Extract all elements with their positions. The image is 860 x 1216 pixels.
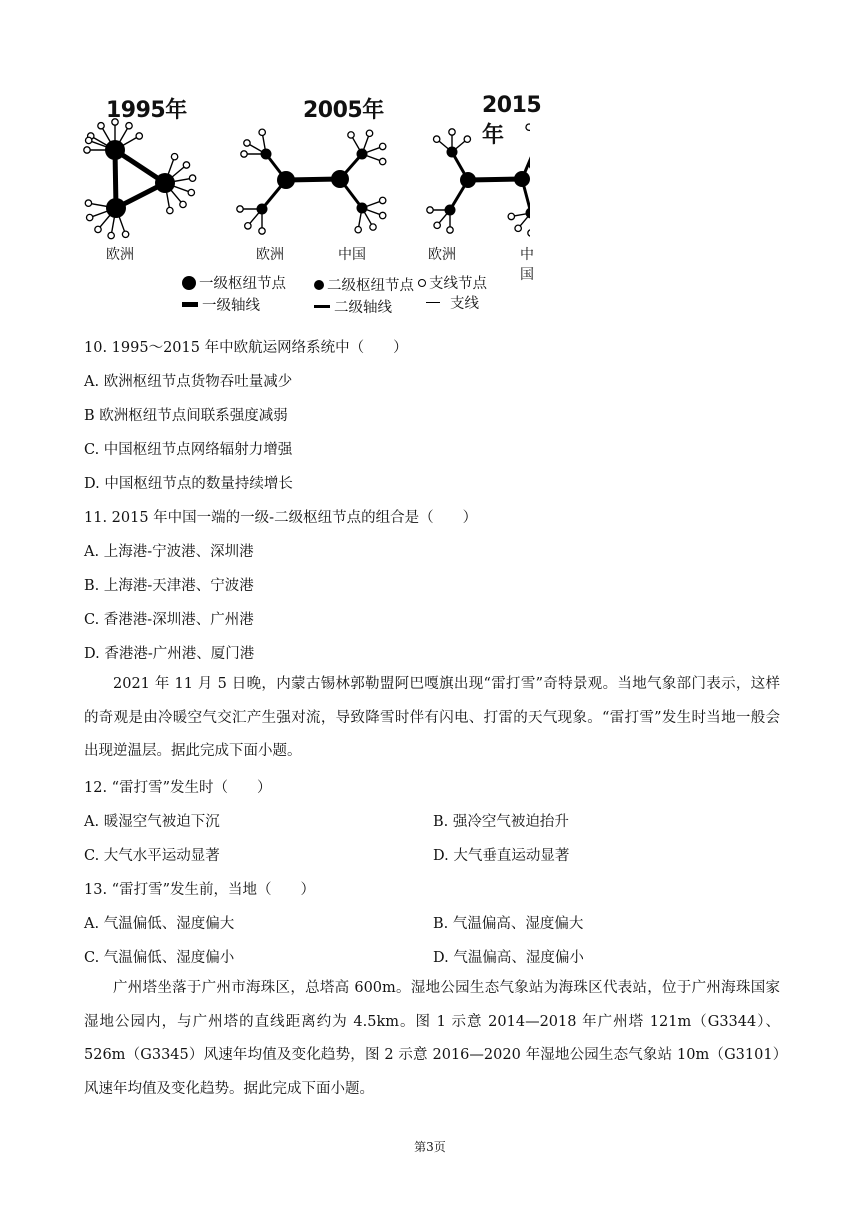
branch-node	[241, 151, 247, 157]
axis1-symbol-icon	[182, 302, 198, 307]
branch-node	[379, 143, 385, 149]
q13-option-b: B. 气温偏高、湿度偏大	[433, 916, 584, 932]
legend-hub1: 一级枢纽节点	[182, 272, 286, 293]
secondary-hub	[357, 203, 368, 214]
label-europe-2005: 欧洲	[256, 247, 284, 263]
q13-option-c: C. 气温偏低、湿度偏小	[84, 950, 235, 966]
legend-hub2: 二级枢纽节点	[314, 274, 414, 295]
year-label-2015: 2015年	[482, 93, 542, 148]
q10-option-a: A. 欧洲枢纽节点货物吞吐量减少	[84, 374, 293, 390]
primary-hub	[331, 170, 349, 188]
branch-node	[433, 136, 439, 142]
passage-canton-tower: 广州塔坐落于广州市海珠区，总塔高 600m。湿地公园生态气象站为海珠区代表站，位于广州海珠国家湿地公园内，与广州塔的直线距离约为 4.5km。图 1 示意 2014—2018 年广州塔 121m（G3344）、526m（G3345）风速年均值及变化趋势，图 2 示意 2016—2020 年湿地公园生态气象站 10m（G3101）风速年均值及变化趋势。据此完成下面小题。	[84, 980, 780, 1097]
axis2-symbol-icon	[314, 305, 330, 308]
secondary-hub	[357, 149, 368, 160]
secondary-hub	[261, 149, 272, 160]
branch-node	[188, 189, 194, 195]
year-label-2005: 2005年	[303, 98, 384, 123]
label-europe-1995: 欧洲	[106, 247, 134, 263]
branch-line-symbol-icon	[426, 302, 440, 304]
branch-node	[370, 224, 376, 230]
branch-node	[379, 212, 385, 218]
primary-hub	[155, 173, 175, 193]
branch-node	[84, 147, 90, 153]
branch-node	[434, 222, 440, 228]
secondary-hub	[447, 147, 458, 158]
q11-stem: 11. 2015 年中国一端的一级-二级枢纽节点的组合是（ ）	[84, 510, 478, 526]
branch-node	[449, 129, 455, 135]
branch-node	[379, 158, 385, 164]
primary-hub	[514, 171, 530, 187]
page-number: 第3页	[414, 1140, 446, 1154]
year-label-1995: 1995年	[106, 98, 187, 123]
primary-hub	[277, 171, 295, 189]
branch-node	[98, 123, 104, 129]
label-china-2005: 中国	[338, 247, 366, 263]
legend-axis2: 二级轴线	[314, 296, 392, 317]
secondary-hub	[445, 205, 456, 216]
branch-node	[85, 200, 91, 206]
q10-option-c: C. 中国枢纽节点网络辐射力增强	[84, 442, 293, 458]
q12-option-b: B. 强冷空气被迫抬升	[433, 814, 569, 830]
legend-branch-line: 支线	[426, 292, 479, 313]
label-europe-2015: 欧洲	[428, 247, 456, 263]
branch-node	[366, 130, 372, 136]
q10-stem: 10. 1995～2015 年中欧航运网络系统中（ ）	[84, 340, 408, 356]
q13-option-a: A. 气温偏低、湿度偏大	[84, 916, 235, 932]
primary-hub	[105, 140, 125, 160]
branch-node	[355, 226, 361, 232]
branch-node	[515, 225, 521, 231]
branch-node	[245, 223, 251, 229]
branch-node	[464, 136, 470, 142]
legend-branch-node: 支线节点	[418, 272, 487, 293]
branch-node	[348, 132, 354, 138]
branch-node	[183, 162, 189, 168]
q11-option-b: B. 上海港-天津港、宁波港	[84, 578, 254, 594]
branch-node	[122, 231, 128, 237]
branch-node	[529, 162, 530, 168]
q11-option-d: D. 香港港-广州港、厦门港	[84, 646, 255, 662]
q11-option-a: A. 上海港-宁波港、深圳港	[84, 544, 254, 560]
q10-option-d: D. 中国枢纽节点的数量持续增长	[84, 476, 293, 492]
branch-node	[171, 153, 177, 159]
passage-thunder-snow: 2021 年 11 月 5 日晚，内蒙古锡林郭勒盟阿巴嘎旗出现“雷打雪”奇特景观。当地气象部门表示，这样的奇观是由冷暖空气交汇产生强对流，导致降雪时伴有闪电、打雷的天气现象。“雷打雪”发生时当地一般会出现逆温层。据此完成下面小题。	[84, 676, 780, 759]
branch-node	[85, 137, 91, 143]
q12-stem: 12. “雷打雪”发生时（ ）	[84, 780, 272, 796]
q13-option-d: D. 气温偏高、湿度偏小	[433, 950, 584, 966]
branch-node	[259, 129, 265, 135]
secondary-hub	[526, 208, 531, 219]
label-china-2015: 中国	[520, 247, 534, 283]
axis-primary	[468, 179, 522, 180]
branch-node	[180, 201, 186, 207]
branch-node	[447, 227, 453, 233]
branch-node	[528, 230, 530, 236]
legend-axis1: 一级轴线	[182, 294, 260, 315]
network-figure	[70, 86, 542, 318]
branch-node	[427, 207, 433, 213]
branch-node	[189, 175, 195, 181]
q13-stem: 13. “雷打雪”发生前，当地（ ）	[84, 882, 315, 898]
q12-option-a: A. 暖湿空气被迫下沉	[84, 814, 220, 830]
branch-node	[244, 140, 250, 146]
branch-node	[167, 207, 173, 213]
branch-node	[508, 213, 514, 219]
hub1-symbol-icon	[182, 276, 196, 290]
branch-node	[259, 228, 265, 234]
branch-node	[237, 206, 243, 212]
branch-node	[108, 232, 114, 238]
branch-node	[86, 214, 92, 220]
q12-option-c: C. 大气水平运动显著	[84, 848, 220, 864]
primary-hub	[106, 198, 126, 218]
branch-node	[379, 197, 385, 203]
hub2-symbol-icon	[314, 280, 324, 290]
secondary-hub	[257, 204, 268, 215]
q11-option-c: C. 香港港-深圳港、广州港	[84, 612, 254, 628]
branch-node	[136, 133, 142, 139]
branch-node-symbol-icon	[418, 279, 426, 287]
q10-option-b: B 欧洲枢纽节点间联系强度减弱	[84, 408, 288, 424]
q12-option-d: D. 大气垂直运动显著	[433, 848, 570, 864]
branch-node	[95, 226, 101, 232]
primary-hub	[460, 172, 476, 188]
